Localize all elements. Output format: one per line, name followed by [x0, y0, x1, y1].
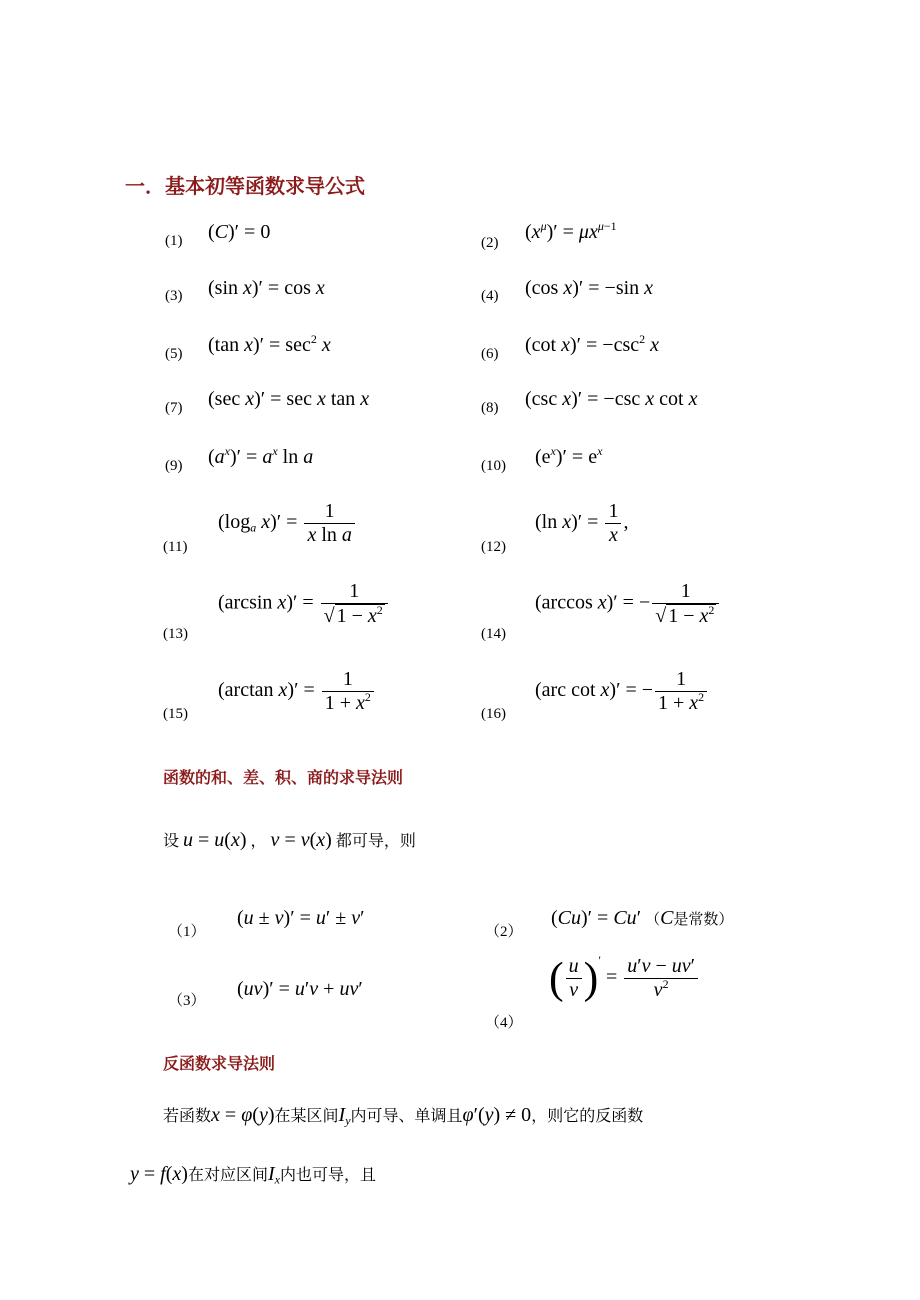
formula-3: (sin x)′ = cos x [208, 277, 325, 299]
inverse-y-def: y = f(x) [130, 1163, 188, 1185]
formula-12-comma: , [623, 511, 629, 534]
inverse-phi-nonzero: φ′(y) ≠ 0 [462, 1104, 532, 1126]
formula-9: $(a^x)' = a^x$ ln a [208, 444, 314, 468]
inverse-text-4: ，则它的反函数 [531, 1106, 644, 1125]
formula-11: ($\log_a$ x)′ = $\frac{1}{\text{x ln a}}$ [218, 500, 357, 547]
formula-number-7: (7) [165, 400, 183, 416]
formula-7: (sec x)′ = sec x tan x [208, 388, 370, 410]
section-heading: 一．基本初等函数求导公式 [125, 174, 365, 198]
rule-3: (uv)′ = u′v + uv′ [237, 978, 363, 1000]
formula-number-15: (15) [163, 706, 188, 722]
intro-prefix: 设 [163, 831, 180, 850]
formula-number-6: (6) [481, 346, 499, 362]
rule-2-formula: (Cu)′ = Cu′ [551, 907, 642, 929]
formula-number-1: (1) [165, 233, 183, 249]
intro-u-def: u = u(x) [183, 829, 247, 851]
formula-15: (arctan x)′ = $\frac{1}{1 + x^2}$ [218, 668, 376, 715]
formula-number-9: (9) [165, 458, 183, 474]
rule-number-4: （4） [485, 1015, 523, 1031]
formula-12: (ln x)′ = $\frac{1}{x}$ , [535, 500, 629, 546]
formula-8: (csc x)′ = −csc x cot x [525, 388, 698, 410]
rule-1: (u ± v)′ = u′ ± v′ [237, 907, 365, 929]
intro-sep: ， [250, 831, 267, 850]
formula-6: (cot $x)' = -\csc^2$ x [525, 332, 660, 356]
inverse-text-2: 在某区间 [274, 1106, 339, 1125]
formula-number-13: (13) [163, 626, 188, 642]
formula-4: (cos x)′ = −sin x [525, 277, 654, 299]
inverse-x-def: x = φ(y) [211, 1104, 275, 1126]
formula-14: (arccos x)′ = − $\frac{1}{√ 1 - x^2}$ [535, 580, 721, 628]
formula-2: $(x^\mu)' = \mu x^{\mu-1}$ [525, 219, 617, 243]
formula-13: (arcsin x)′ = $\frac{1}{√ 1 - x^2}$ [218, 580, 390, 628]
rule-number-1: （1） [168, 924, 206, 940]
formula-number-4: (4) [481, 288, 499, 304]
formula-16: (arc cot x)′ = − $\frac{1}{1 + x^2}$ [535, 668, 709, 715]
formula-number-12: (12) [481, 539, 506, 555]
formula-number-14: (14) [481, 626, 506, 642]
rule-4: ( $\frac{u}{v}$ )′ = $\frac{u'v - uv'}{v^2}$ [549, 955, 700, 1002]
formula-number-11: (11) [163, 539, 188, 555]
inverse-text-6: 内也可导，且 [279, 1165, 376, 1184]
intro-v-def: v = v(x) [270, 829, 332, 851]
rule-2 [551, 907, 733, 930]
rules-heading: 函数的和、差、积、商的求导法则 [163, 768, 404, 787]
rule-2-note-open: （ [645, 910, 661, 928]
formula-number-2: (2) [481, 235, 499, 251]
intro-suffix: 都可导，则 [335, 831, 416, 850]
rule-number-3: （3） [168, 993, 206, 1009]
formula-number-3: (3) [165, 288, 183, 304]
formula-10: $(e^x)' = e^x$ [535, 444, 603, 468]
inverse-heading: 反函数求导法则 [163, 1054, 276, 1073]
inverse-ix: $I_x$ [267, 1163, 280, 1187]
formula-1: (C)′ = 0 [208, 221, 271, 243]
rule-number-2: （2） [485, 924, 523, 940]
inverse-text-line-2 [130, 1162, 376, 1186]
inverse-text-1: 若函数 [163, 1106, 212, 1125]
rule-2-note: 是常数） [673, 910, 734, 928]
rule-2-note-c: C [660, 907, 674, 929]
formula-5: (tan $x)' = \sec^2 x$ [208, 332, 331, 356]
rules-intro [163, 828, 416, 852]
formula-number-10: (10) [481, 458, 506, 474]
inverse-text-5: 在对应区间 [187, 1165, 268, 1184]
formula-number-5: (5) [165, 346, 183, 362]
inverse-iy: $I_y$ [338, 1104, 351, 1128]
inverse-text-3: 内可导、单调且 [350, 1106, 463, 1125]
formula-number-16: (16) [481, 706, 506, 722]
formula-number-8: (8) [481, 400, 499, 416]
inverse-text-line-1 [163, 1103, 643, 1127]
